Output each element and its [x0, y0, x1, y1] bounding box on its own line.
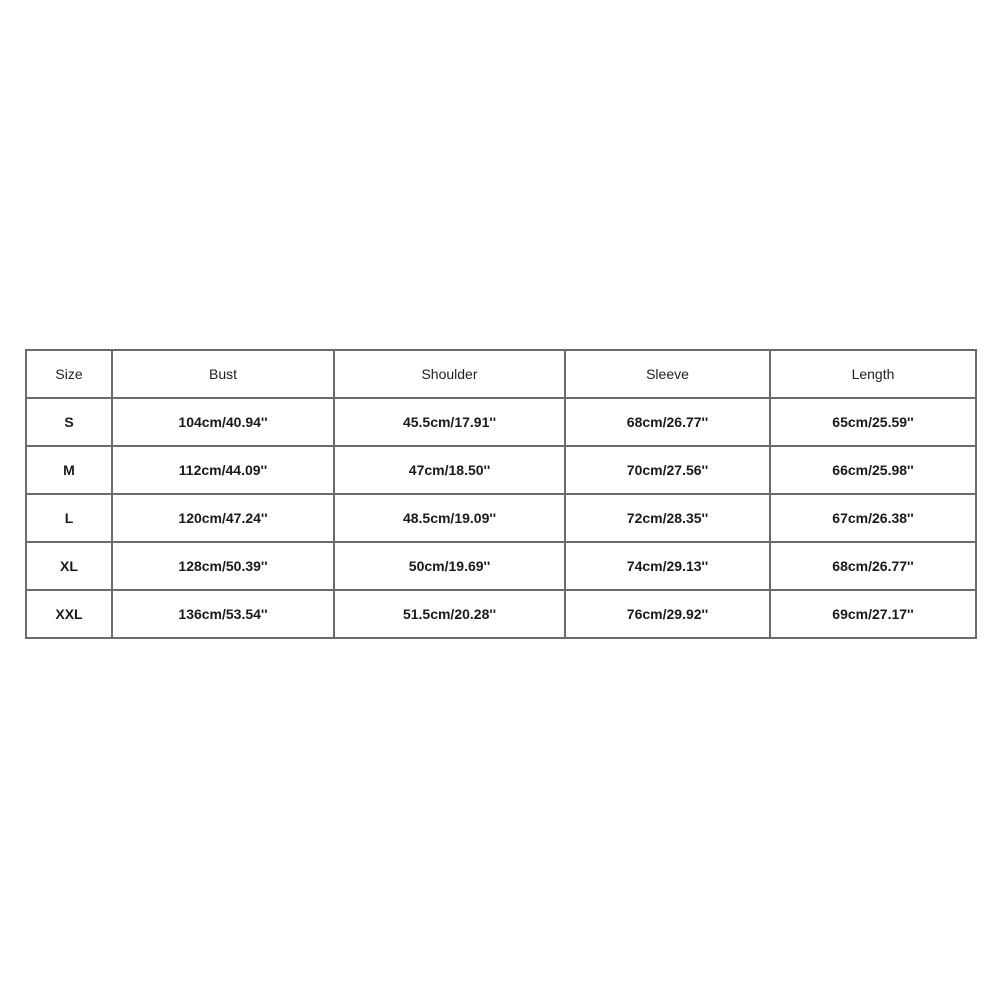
header-shoulder: Shoulder [334, 350, 565, 398]
bust-cell: 120cm/47.24'' [112, 494, 334, 542]
bust-cell: 136cm/53.54'' [112, 590, 334, 638]
size-cell: XL [26, 542, 112, 590]
table-row [26, 446, 976, 494]
table-row [26, 398, 976, 446]
table-row [26, 542, 976, 590]
sleeve-cell: 76cm/29.92'' [565, 590, 770, 638]
bust-cell: 104cm/40.94'' [112, 398, 334, 446]
length-cell: 65cm/25.59'' [770, 398, 976, 446]
bust-cell: 128cm/50.39'' [112, 542, 334, 590]
sleeve-cell: 72cm/28.35'' [565, 494, 770, 542]
table-header-row [26, 350, 976, 398]
header-bust: Bust [112, 350, 334, 398]
table-row [26, 494, 976, 542]
length-cell: 67cm/26.38'' [770, 494, 976, 542]
sleeve-cell: 68cm/26.77'' [565, 398, 770, 446]
table-row [26, 590, 976, 638]
bust-cell: 112cm/44.09'' [112, 446, 334, 494]
length-cell: 69cm/27.17'' [770, 590, 976, 638]
length-cell: 68cm/26.77'' [770, 542, 976, 590]
size-cell: L [26, 494, 112, 542]
shoulder-cell: 45.5cm/17.91'' [334, 398, 565, 446]
shoulder-cell: 48.5cm/19.09'' [334, 494, 565, 542]
size-cell: XXL [26, 590, 112, 638]
size-chart-table [25, 349, 977, 639]
header-length: Length [770, 350, 976, 398]
shoulder-cell: 50cm/19.69'' [334, 542, 565, 590]
size-cell: S [26, 398, 112, 446]
length-cell: 66cm/25.98'' [770, 446, 976, 494]
header-size: Size [26, 350, 112, 398]
sleeve-cell: 70cm/27.56'' [565, 446, 770, 494]
shoulder-cell: 47cm/18.50'' [334, 446, 565, 494]
size-cell: M [26, 446, 112, 494]
shoulder-cell: 51.5cm/20.28'' [334, 590, 565, 638]
sleeve-cell: 74cm/29.13'' [565, 542, 770, 590]
header-sleeve: Sleeve [565, 350, 770, 398]
